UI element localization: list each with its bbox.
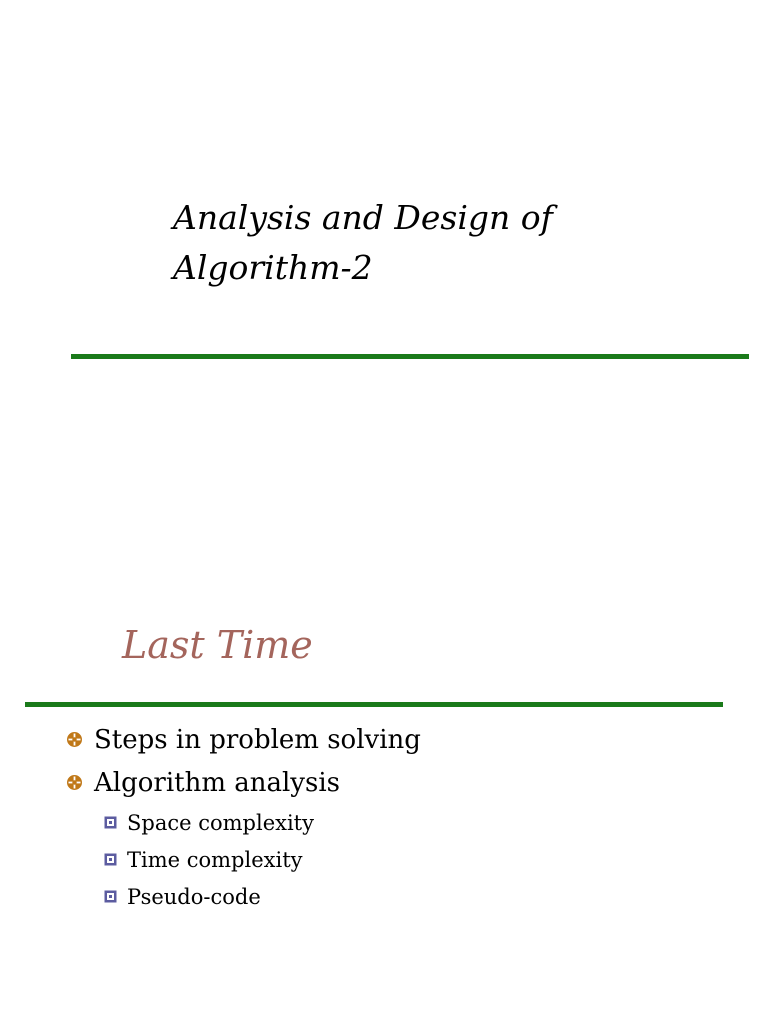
slide-title	[173, 193, 693, 293]
square-bullet-icon	[104, 890, 117, 903]
circle-bullet-icon	[66, 731, 83, 748]
list-item	[104, 804, 314, 841]
list-item	[104, 878, 314, 915]
title-line-1: Analysis and Design of	[173, 198, 553, 237]
list-item	[66, 761, 421, 804]
slide-heading: Last Time	[122, 623, 313, 667]
square-bullet-icon	[104, 816, 117, 829]
sub-bullet-list	[104, 804, 314, 915]
heading-divider	[25, 702, 723, 707]
list-item	[66, 718, 421, 761]
bullet-text: Steps in problem solving	[94, 724, 421, 755]
bullet-text: Algorithm analysis	[94, 767, 340, 798]
title-line-2: Algorithm-2	[173, 248, 373, 287]
sub-bullet-text: Space complexity	[127, 810, 314, 835]
circle-bullet-icon	[66, 774, 83, 791]
square-bullet-icon	[104, 853, 117, 866]
sub-bullet-text: Pseudo-code	[127, 884, 261, 909]
bullet-list	[66, 718, 421, 804]
title-divider	[71, 354, 749, 359]
sub-bullet-text: Time complexity	[127, 847, 303, 872]
list-item	[104, 841, 314, 878]
